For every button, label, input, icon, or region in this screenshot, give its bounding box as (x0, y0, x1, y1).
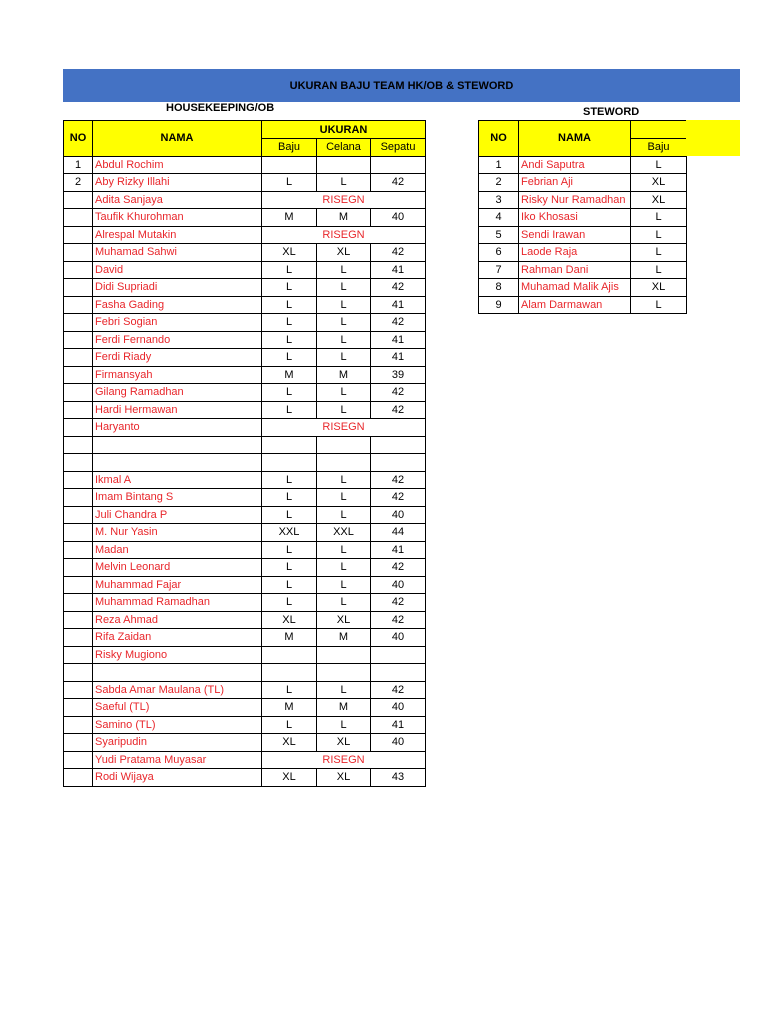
row-no (64, 734, 93, 752)
row-sepatu: 42 (371, 174, 426, 192)
row-sepatu: 41 (371, 349, 426, 367)
table-row (64, 594, 426, 612)
row-note: RISEGN (262, 191, 426, 209)
row-nama: Rodi Wijaya (93, 769, 262, 787)
row-nama: Saeful (TL) (93, 699, 262, 717)
row-sepatu: 42 (371, 401, 426, 419)
row-no: 1 (64, 156, 93, 174)
row-celana: XXL (317, 524, 371, 542)
steword-header-nama: NAMA (519, 121, 631, 157)
steword-header-no: NO (479, 121, 519, 157)
table-row (64, 384, 426, 402)
hk-header-baju: Baju (262, 139, 317, 157)
table-row (64, 576, 426, 594)
row-no: 7 (479, 261, 519, 279)
row-sepatu: 40 (371, 576, 426, 594)
table-row (64, 559, 426, 577)
row-nama: Abdul Rochim (93, 156, 262, 174)
table-row (64, 349, 426, 367)
row-nama: M. Nur Yasin (93, 524, 262, 542)
row-nama: Muhamad Sahwi (93, 244, 262, 262)
table-row (64, 279, 426, 297)
row-sepatu: 42 (371, 594, 426, 612)
table-row (64, 489, 426, 507)
row-nama: Reza Ahmad (93, 611, 262, 629)
row-baju: L (262, 401, 317, 419)
row-no: 8 (479, 279, 519, 297)
row-no (64, 349, 93, 367)
row-celana: L (317, 541, 371, 559)
row-sepatu: 41 (371, 261, 426, 279)
steword-table (478, 120, 687, 314)
row-baju: M (262, 366, 317, 384)
table-row (64, 366, 426, 384)
row-no (64, 401, 93, 419)
table-row (64, 541, 426, 559)
row-celana: M (317, 699, 371, 717)
row-nama: Taufik Khurohman (93, 209, 262, 227)
row-baju: XL (631, 174, 687, 192)
row-celana (317, 454, 371, 472)
row-note: RISEGN (262, 226, 426, 244)
row-nama: Ferdi Fernando (93, 331, 262, 349)
row-no: 5 (479, 226, 519, 244)
row-no (64, 279, 93, 297)
row-nama: Juli Chandra P (93, 506, 262, 524)
row-nama: Alrespal Mutakin (93, 226, 262, 244)
row-celana: L (317, 331, 371, 349)
row-sepatu: 41 (371, 296, 426, 314)
row-celana: L (317, 279, 371, 297)
row-nama: Ferdi Riady (93, 349, 262, 367)
row-no (64, 366, 93, 384)
row-sepatu: 41 (371, 541, 426, 559)
row-nama: Risky Mugiono (93, 646, 262, 664)
row-sepatu: 42 (371, 384, 426, 402)
table-row (479, 191, 687, 209)
row-nama: Sabda Amar Maulana (TL) (93, 681, 262, 699)
row-no (64, 331, 93, 349)
row-note: RISEGN (262, 751, 426, 769)
row-nama: Andi Saputra (519, 156, 631, 174)
row-celana: L (317, 384, 371, 402)
row-baju: L (262, 541, 317, 559)
row-no (64, 261, 93, 279)
row-baju (262, 664, 317, 682)
row-no: 3 (479, 191, 519, 209)
row-baju: XL (631, 279, 687, 297)
table-row (64, 226, 426, 244)
row-celana: L (317, 261, 371, 279)
steword-header-ukuran-blank (631, 121, 687, 139)
row-celana: L (317, 506, 371, 524)
row-nama: Yudi Pratama Muyasar (93, 751, 262, 769)
row-sepatu: 42 (371, 681, 426, 699)
row-baju: L (262, 384, 317, 402)
row-celana: L (317, 174, 371, 192)
row-nama: Melvin Leonard (93, 559, 262, 577)
row-sepatu (371, 436, 426, 454)
row-celana: M (317, 366, 371, 384)
row-no (64, 716, 93, 734)
row-baju: XL (262, 244, 317, 262)
row-celana: L (317, 314, 371, 332)
row-celana: M (317, 629, 371, 647)
row-nama: Rifa Zaidan (93, 629, 262, 647)
row-nama: Adita Sanjaya (93, 191, 262, 209)
table-row (64, 734, 426, 752)
row-baju: L (262, 716, 317, 734)
row-celana: XL (317, 611, 371, 629)
row-note: RISEGN (262, 419, 426, 437)
table-row (64, 156, 426, 174)
row-nama: Muhamad Malik Ajis (519, 279, 631, 297)
row-baju: L (262, 331, 317, 349)
row-nama: Aby Rizky Illahi (93, 174, 262, 192)
table-row (479, 156, 687, 174)
table-row (64, 436, 426, 454)
row-baju: M (262, 699, 317, 717)
row-no (64, 191, 93, 209)
table-row (64, 646, 426, 664)
table-row (64, 244, 426, 262)
table-row (64, 769, 426, 787)
table-row (479, 174, 687, 192)
row-baju: L (262, 681, 317, 699)
row-celana (317, 156, 371, 174)
row-nama: Iko Khosasi (519, 209, 631, 227)
table-row (64, 174, 426, 192)
row-nama: Risky Nur Ramadhan (519, 191, 631, 209)
row-no: 9 (479, 296, 519, 314)
row-nama: Febri Sogian (93, 314, 262, 332)
row-no (64, 454, 93, 472)
row-celana: L (317, 489, 371, 507)
row-baju: L (631, 296, 687, 314)
row-nama: Madan (93, 541, 262, 559)
row-celana: L (317, 681, 371, 699)
row-nama: Hardi Hermawan (93, 401, 262, 419)
row-sepatu: 42 (371, 611, 426, 629)
row-celana (317, 646, 371, 664)
row-baju: XL (262, 769, 317, 787)
row-celana: L (317, 716, 371, 734)
row-baju: L (631, 244, 687, 262)
hk-header-ukuran: UKURAN (262, 121, 426, 139)
row-no: 1 (479, 156, 519, 174)
row-baju (262, 454, 317, 472)
row-nama: Syaripudin (93, 734, 262, 752)
row-celana: L (317, 349, 371, 367)
row-nama: Fasha Gading (93, 296, 262, 314)
row-celana: L (317, 576, 371, 594)
row-nama (93, 454, 262, 472)
table-row (64, 716, 426, 734)
hk-header-sepatu: Sepatu (371, 139, 426, 157)
row-baju: XL (262, 734, 317, 752)
row-celana: L (317, 471, 371, 489)
row-sepatu (371, 156, 426, 174)
table-row (64, 454, 426, 472)
row-sepatu: 42 (371, 559, 426, 577)
row-no (64, 646, 93, 664)
row-baju: L (631, 209, 687, 227)
table-row (64, 331, 426, 349)
table-row (64, 191, 426, 209)
row-baju: L (262, 261, 317, 279)
row-no (64, 629, 93, 647)
row-no (64, 506, 93, 524)
hk-header-nama: NAMA (93, 121, 262, 157)
row-sepatu (371, 664, 426, 682)
row-baju: XL (631, 191, 687, 209)
row-baju: XXL (262, 524, 317, 542)
row-sepatu: 40 (371, 734, 426, 752)
row-baju: L (262, 576, 317, 594)
row-nama (93, 436, 262, 454)
row-baju (262, 156, 317, 174)
table-row (64, 506, 426, 524)
row-baju: L (262, 489, 317, 507)
row-sepatu (371, 454, 426, 472)
page-title: UKURAN BAJU TEAM HK/OB & STEWORD (63, 69, 740, 102)
table-row (64, 611, 426, 629)
row-baju: L (262, 349, 317, 367)
row-no (64, 314, 93, 332)
table-row (64, 524, 426, 542)
row-baju: L (262, 471, 317, 489)
row-no (64, 664, 93, 682)
table-row (64, 629, 426, 647)
row-baju: L (262, 174, 317, 192)
row-no (64, 576, 93, 594)
row-sepatu: 40 (371, 209, 426, 227)
row-baju: M (262, 629, 317, 647)
steword-section-title: STEWORD (583, 106, 640, 118)
row-nama: Firmansyah (93, 366, 262, 384)
row-nama: Febrian Aji (519, 174, 631, 192)
row-celana: L (317, 296, 371, 314)
row-no: 6 (479, 244, 519, 262)
row-no (64, 559, 93, 577)
row-no (64, 244, 93, 262)
row-no (64, 769, 93, 787)
row-no (64, 471, 93, 489)
row-no (64, 384, 93, 402)
row-sepatu: 42 (371, 471, 426, 489)
row-nama: Gilang Ramadhan (93, 384, 262, 402)
steword-header-fill (686, 120, 740, 156)
row-baju: XL (262, 611, 317, 629)
steword-header-baju: Baju (631, 139, 687, 157)
table-row (64, 261, 426, 279)
row-celana: L (317, 401, 371, 419)
row-celana: M (317, 209, 371, 227)
row-no (64, 524, 93, 542)
row-sepatu: 40 (371, 699, 426, 717)
row-sepatu: 42 (371, 244, 426, 262)
row-celana: L (317, 559, 371, 577)
table-row (64, 209, 426, 227)
row-sepatu: 40 (371, 506, 426, 524)
row-baju: L (262, 314, 317, 332)
row-no (64, 611, 93, 629)
row-nama: Samino (TL) (93, 716, 262, 734)
table-row (64, 664, 426, 682)
row-baju: L (262, 594, 317, 612)
table-row (64, 751, 426, 769)
row-no (64, 541, 93, 559)
row-celana: XL (317, 769, 371, 787)
hk-section-title: HOUSEKEEPING/OB (166, 102, 275, 114)
hk-table (63, 120, 426, 787)
hk-header-celana: Celana (317, 139, 371, 157)
row-no (64, 699, 93, 717)
table-row (64, 401, 426, 419)
row-no (64, 296, 93, 314)
table-row (64, 681, 426, 699)
row-nama: Sendi Irawan (519, 226, 631, 244)
row-celana: XL (317, 244, 371, 262)
row-no (64, 209, 93, 227)
row-baju (262, 436, 317, 454)
row-nama: Alam Darmawan (519, 296, 631, 314)
hk-header-no: NO (64, 121, 93, 157)
row-celana: L (317, 594, 371, 612)
row-baju: L (631, 226, 687, 244)
row-sepatu: 40 (371, 629, 426, 647)
row-nama: Muhammad Ramadhan (93, 594, 262, 612)
row-nama: David (93, 261, 262, 279)
row-nama: Muhammad Fajar (93, 576, 262, 594)
row-no: 2 (64, 174, 93, 192)
row-nama: Imam Bintang S (93, 489, 262, 507)
row-no (64, 436, 93, 454)
row-no: 4 (479, 209, 519, 227)
table-row (479, 209, 687, 227)
row-sepatu: 42 (371, 489, 426, 507)
row-sepatu: 42 (371, 314, 426, 332)
row-baju: M (262, 209, 317, 227)
row-nama: Didi Supriadi (93, 279, 262, 297)
table-row (64, 296, 426, 314)
row-nama: Ikmal A (93, 471, 262, 489)
row-nama (93, 664, 262, 682)
row-baju: L (262, 296, 317, 314)
row-nama: Rahman Dani (519, 261, 631, 279)
table-row (479, 279, 687, 297)
row-no (64, 226, 93, 244)
table-row (64, 419, 426, 437)
table-row (64, 471, 426, 489)
table-row (479, 244, 687, 262)
table-row (479, 296, 687, 314)
row-sepatu: 44 (371, 524, 426, 542)
table-row (479, 226, 687, 244)
row-baju: L (631, 261, 687, 279)
row-sepatu (371, 646, 426, 664)
row-sepatu: 41 (371, 331, 426, 349)
row-no (64, 419, 93, 437)
row-no (64, 751, 93, 769)
row-nama: Laode Raja (519, 244, 631, 262)
row-baju: L (262, 506, 317, 524)
row-sepatu: 39 (371, 366, 426, 384)
table-row (64, 699, 426, 717)
row-sepatu: 42 (371, 279, 426, 297)
row-no (64, 681, 93, 699)
row-baju (262, 646, 317, 664)
row-baju: L (631, 156, 687, 174)
row-celana (317, 436, 371, 454)
row-sepatu: 41 (371, 716, 426, 734)
row-baju: L (262, 559, 317, 577)
row-sepatu: 43 (371, 769, 426, 787)
table-row (479, 261, 687, 279)
row-no: 2 (479, 174, 519, 192)
row-celana (317, 664, 371, 682)
row-baju: L (262, 279, 317, 297)
table-row (64, 314, 426, 332)
row-no (64, 594, 93, 612)
row-no (64, 489, 93, 507)
row-celana: XL (317, 734, 371, 752)
row-nama: Haryanto (93, 419, 262, 437)
